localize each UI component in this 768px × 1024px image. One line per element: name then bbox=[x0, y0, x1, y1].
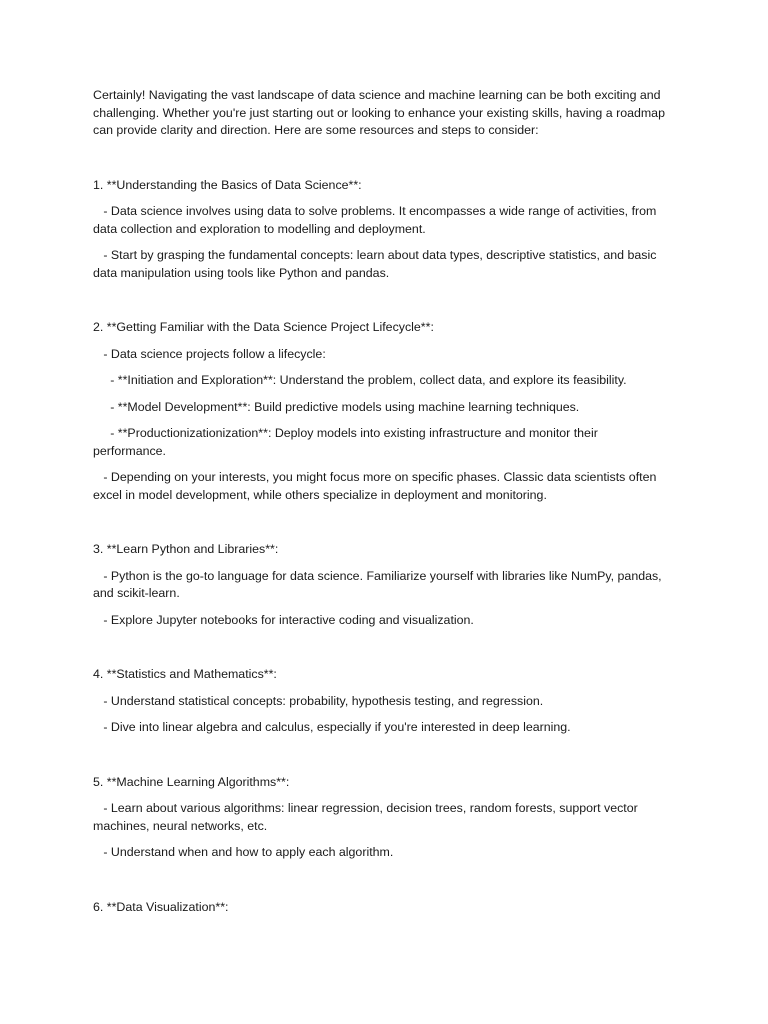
section-heading: 5. **Machine Learning Algorithms**: bbox=[93, 774, 290, 789]
section-3 bbox=[93, 541, 673, 629]
section-item: - Dive into linear algebra and calculus, especially if you're interested in deep learning. bbox=[93, 720, 571, 734]
section-item: - Understand statistical concepts: probability, hypothesis testing, and regression. bbox=[93, 693, 544, 708]
section-5 bbox=[93, 774, 673, 862]
section-item: - Explore Jupyter notebooks for interactive coding and visualization. bbox=[93, 612, 474, 627]
intro-paragraph: Certainly! Navigating the vast landscape of data science and machine learning can be both exciting and challenging. Whether you're just starting out or looking to enhance your existing skills, having a roadmap can provide clarity and direction. Here are some resources and steps to consider: bbox=[93, 88, 669, 137]
document-body bbox=[93, 87, 673, 925]
section-6 bbox=[93, 899, 673, 917]
section-item: - Start by grasping the fundamental concepts: learn about data types, descriptive statistics, and basic data manipulation using tools like Python and pandas. bbox=[93, 248, 660, 280]
section-heading: 1. **Understanding the Basics of Data Science**: bbox=[93, 177, 362, 192]
section-item: - **Initiation and Exploration**: Understand the problem, collect data, and explore its feasibility. bbox=[93, 373, 627, 387]
section-item: - Data science projects follow a lifecycle: bbox=[93, 346, 326, 361]
section-item: - Understand when and how to apply each algorithm. bbox=[93, 845, 394, 859]
section-1 bbox=[93, 177, 673, 283]
section-heading: 6. **Data Visualization**: bbox=[93, 899, 229, 914]
section-item: - Learn about various algorithms: linear regression, decision trees, random forests, support vector machines, neural networks, etc. bbox=[93, 801, 642, 833]
section-item: - **Productionizationization**: Deploy models into existing infrastructure and monitor their performance. bbox=[93, 426, 602, 458]
section-4 bbox=[93, 666, 673, 737]
section-heading: 4. **Statistics and Mathematics**: bbox=[93, 667, 277, 681]
section-heading: 3. **Learn Python and Libraries**: bbox=[93, 542, 279, 556]
section-item: - Depending on your interests, you might focus more on specific phases. Classic data scientists often excel in model development, while others specialize in deployment and monitoring. bbox=[93, 470, 660, 502]
section-2 bbox=[93, 319, 673, 504]
section-item: - Data science involves using data to solve problems. It encompasses a wide range of activities, from data collection and exploration to modelling and deployment. bbox=[93, 204, 660, 236]
section-item: - Python is the go-to language for data science. Familiarize yourself with libraries like NumPy, pandas, and scikit-learn. bbox=[93, 568, 666, 600]
section-item: - **Model Development**: Build predictive models using machine learning techniques. bbox=[93, 399, 580, 414]
section-heading: 2. **Getting Familiar with the Data Science Project Lifecycle**: bbox=[93, 320, 434, 334]
